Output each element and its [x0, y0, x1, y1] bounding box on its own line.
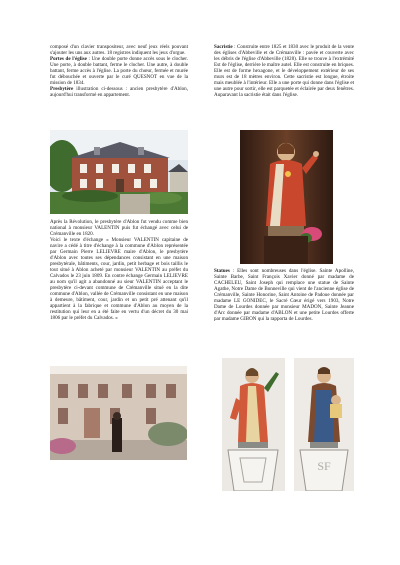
sacristie-label: Sacristie [214, 44, 233, 50]
sacristie-text: : Construite entre 1825 et 1830 avec le produit de la vente des églises d'Abbeville et de Crémanville : pavée et couverte avec les débris de l'église d'Abbeville (1828). Elle se trouve à l'extrémité Est de l'église, derrière le maître autel. Elle est construite en briques. Elle est de forme hexagone, et le développement extérieur de ses murs est de 18 mètres environ. Cette sacristie est longue, étroite mais meublée à l'intérieur. Elle a une porte qui donne dans l'église et une autre pour sortir, elle est parquetée et éclairée par deux fenêtres. Auparavant la sacristie était dans l'église. [214, 44, 354, 98]
echange-paragraph: Voici le texte d'échange « Monsieur VALENTIN capitaine de navire a cédé à titre d'échange à la commune d'Ablon représentée par Germain Pierre LELIEVRE maire d'Ablon, le presbytère d'Ablon avec toutes ses dépendances consistant en une maison presbytérale, bâtiments, cour, jardin, petit herbage et bois taillis le tout situé à Ablon acheté par monsieur VALENTIN au préfet du Calvados le 23 juin 1809. En contre échange Germain LELIEVRE au nom qu'il agit a abandonné au sieur VALENTIN acceptant le presbytère ci-devant commune de Crémanville situé en la dite commune d'Ablon, vallée de Crémanville consistant en une maison à demeure, bâtiment, cour, jardin et un petit pré attenant qu'il appartient à la fabrique et commune d'Ablon au moyen de la restitution qui leur en a été faite en vertu d'un décret du 30 mai 1806 par le préfet du Calvados. » [50, 237, 188, 321]
right-column-top [214, 44, 354, 98]
sacristie-paragraph [214, 44, 354, 98]
revolution-paragraph: Après la Révolution, le presbytère d'Ablon fut vendu comme bien national à monsieur VALENTIN puis fut échangé avec celui de Crémanville en 1820. [50, 219, 188, 237]
organ-paragraph: composé d'un clavier transpositeur, avec neuf jeux réels pouvant s'ajouter les uns aux autres. 18 registres indiquent les jeux d'orgue. [50, 44, 188, 56]
statues-paragraph [214, 268, 354, 322]
old-building-photo [50, 366, 187, 460]
sacred-heart-statue-photo [240, 130, 333, 264]
saint-joseph-statue-photo [294, 358, 354, 491]
saint-statue-photo-left [222, 358, 285, 491]
presbytery-photo [50, 130, 188, 214]
left-column-middle [50, 219, 188, 321]
presbytere-text: illustration ci-dessous : ancien presbytère d'Ablon, aujourd'hui transformé en appartement. [50, 86, 188, 98]
portes-label: Portes de l'église [50, 56, 87, 62]
presbytere-label: Presbytère [50, 86, 74, 92]
left-column-top [50, 44, 188, 98]
statues-text: : Elles sont nombreuses dans l'église. Sainte Apolline, Sainte Barbe, Saint François Xavier donné par madame de CACHELEU, Saint Joseph qui remplace une statue de Sainte Agathe, Notre Dame de Bonneville qui vient de l'ancienne église de Crémanville, Sainte Honorine, Saint Antoine de Padoue donnée par madame LE GONIDEC, le Sacré Cœur érigé vers 1903, Notre Dame de Lourdes donnée par monsieur MADON, Sainte Jeanne d'Arc donnée par madame d'ABLON et une petite Lourdes offerte par madame GIBON qui la rapporta de Lourdes. [214, 268, 354, 322]
portes-paragraph [50, 56, 188, 86]
statues-label: Statues [214, 268, 230, 274]
portes-text: : Une double porte donne accès sous le clocher. Une porte, à double battant, ferme le clocher. Une autre, à double battant, ferme accès à l'église. La porte du chœur, fermée et murée fut débouchée et ouverte par le curé QUESNOT en vue de la mission de 1834. [50, 56, 188, 86]
svg-text:SF: SF [317, 459, 331, 473]
right-column-statues [214, 268, 354, 322]
presbytere-paragraph [50, 86, 188, 98]
